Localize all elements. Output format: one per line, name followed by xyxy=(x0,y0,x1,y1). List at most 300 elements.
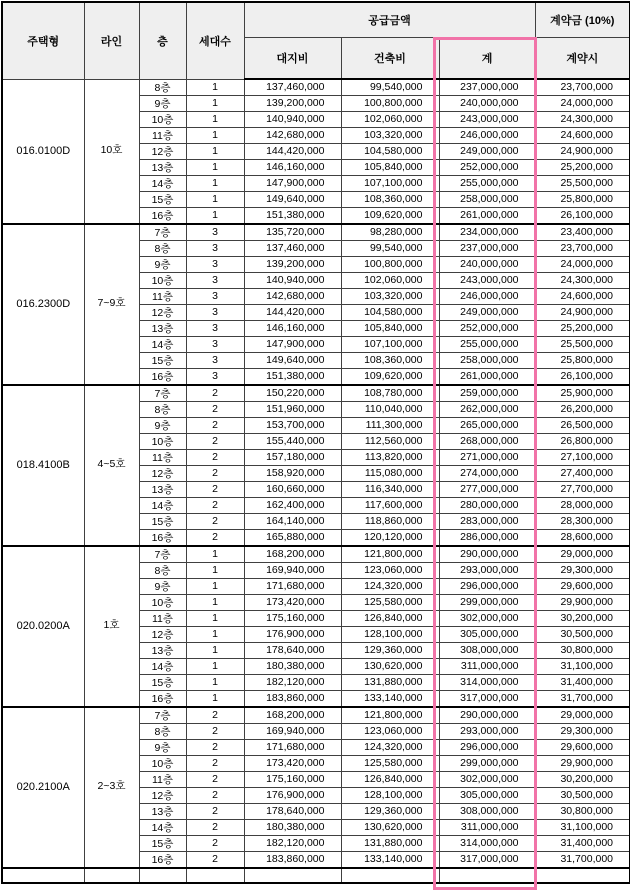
cell-construction-cost: 111,300,000 xyxy=(341,417,439,433)
cell-empty xyxy=(439,868,535,884)
cell-floor: 15층 xyxy=(139,513,186,529)
cell-floor: 8층 xyxy=(139,562,186,578)
cell-total: 271,000,000 xyxy=(439,449,535,465)
cell-contract-payment: 26,100,000 xyxy=(535,207,630,224)
cell-construction-cost: 113,820,000 xyxy=(341,449,439,465)
cell-total: 293,000,000 xyxy=(439,723,535,739)
cell-contract-payment: 31,100,000 xyxy=(535,658,630,674)
cell-land-cost: 162,400,000 xyxy=(244,497,341,513)
cell-floor: 10층 xyxy=(139,433,186,449)
cell-total: 308,000,000 xyxy=(439,803,535,819)
cell-households: 1 xyxy=(186,159,244,175)
cell-contract-payment: 25,200,000 xyxy=(535,320,630,336)
cell-land-cost: 144,420,000 xyxy=(244,304,341,320)
cell-total: 252,000,000 xyxy=(439,320,535,336)
cell-land-cost: 155,440,000 xyxy=(244,433,341,449)
cell-floor: 12층 xyxy=(139,465,186,481)
cell-households: 1 xyxy=(186,127,244,143)
cell-households: 2 xyxy=(186,723,244,739)
cell-contract-payment: 30,200,000 xyxy=(535,771,630,787)
cell-households: 2 xyxy=(186,787,244,803)
cell-empty xyxy=(84,868,139,884)
cell-households: 1 xyxy=(186,562,244,578)
cell-households: 1 xyxy=(186,546,244,563)
cell-households: 2 xyxy=(186,529,244,546)
cell-land-cost: 180,380,000 xyxy=(244,658,341,674)
cell-floor: 10층 xyxy=(139,272,186,288)
cell-floor: 14층 xyxy=(139,175,186,191)
cell-floor: 9층 xyxy=(139,739,186,755)
cell-floor: 15층 xyxy=(139,191,186,207)
cell-total: 255,000,000 xyxy=(439,175,535,191)
cell-land-cost: 182,120,000 xyxy=(244,835,341,851)
cell-contract-payment: 28,300,000 xyxy=(535,513,630,529)
cell-contract-payment: 25,900,000 xyxy=(535,385,630,402)
cell-construction-cost: 105,840,000 xyxy=(341,159,439,175)
cell-construction-cost: 124,320,000 xyxy=(341,578,439,594)
cell-contract-payment: 29,000,000 xyxy=(535,707,630,724)
cell-construction-cost: 121,800,000 xyxy=(341,707,439,724)
cell-households: 1 xyxy=(186,690,244,707)
cell-households: 2 xyxy=(186,851,244,868)
table-header xyxy=(2,2,630,79)
cell-contract-payment: 23,700,000 xyxy=(535,79,630,95)
cell-households: 2 xyxy=(186,771,244,787)
cell-households: 3 xyxy=(186,336,244,352)
cell-total: 308,000,000 xyxy=(439,642,535,658)
cell-land-cost: 149,640,000 xyxy=(244,352,341,368)
cell-households: 2 xyxy=(186,433,244,449)
cell-land-cost: 146,160,000 xyxy=(244,159,341,175)
cell-households: 1 xyxy=(186,594,244,610)
cell-floor: 7층 xyxy=(139,385,186,402)
cell-households: 2 xyxy=(186,465,244,481)
cell-floor: 13층 xyxy=(139,320,186,336)
cell-contract-payment: 29,900,000 xyxy=(535,755,630,771)
cell-construction-cost: 104,580,000 xyxy=(341,143,439,159)
cell-contract-payment: 23,700,000 xyxy=(535,240,630,256)
cell-total: 290,000,000 xyxy=(439,707,535,724)
cell-total: 314,000,000 xyxy=(439,835,535,851)
cell-total: 317,000,000 xyxy=(439,690,535,707)
cell-floor: 10층 xyxy=(139,755,186,771)
cell-construction-cost: 103,320,000 xyxy=(341,288,439,304)
cell-land-cost: 160,660,000 xyxy=(244,481,341,497)
cell-construction-cost: 108,360,000 xyxy=(341,352,439,368)
cell-line: 7~9호 xyxy=(84,224,139,385)
cell-contract-payment: 24,600,000 xyxy=(535,127,630,143)
cell-floor: 9층 xyxy=(139,578,186,594)
cell-construction-cost: 117,600,000 xyxy=(341,497,439,513)
cell-households: 3 xyxy=(186,320,244,336)
cell-contract-payment: 29,600,000 xyxy=(535,578,630,594)
cell-construction-cost: 116,340,000 xyxy=(341,481,439,497)
cell-land-cost: 173,420,000 xyxy=(244,594,341,610)
cell-construction-cost: 102,060,000 xyxy=(341,272,439,288)
cell-floor: 14층 xyxy=(139,658,186,674)
cell-land-cost: 140,940,000 xyxy=(244,111,341,127)
cell-floor: 14층 xyxy=(139,497,186,513)
cell-total: 302,000,000 xyxy=(439,771,535,787)
cell-contract-payment: 26,100,000 xyxy=(535,368,630,385)
cell-construction-cost: 98,280,000 xyxy=(341,224,439,241)
col-header-households: 세대수 xyxy=(186,2,244,79)
cell-floor: 12층 xyxy=(139,626,186,642)
cell-households: 2 xyxy=(186,385,244,402)
cell-contract-payment: 25,500,000 xyxy=(535,336,630,352)
cell-land-cost: 149,640,000 xyxy=(244,191,341,207)
cell-total: 311,000,000 xyxy=(439,819,535,835)
cell-floor: 8층 xyxy=(139,723,186,739)
cell-total: 314,000,000 xyxy=(439,674,535,690)
cell-empty xyxy=(244,868,341,884)
cell-construction-cost: 123,060,000 xyxy=(341,562,439,578)
cell-contract-payment: 23,400,000 xyxy=(535,224,630,241)
cell-total: 255,000,000 xyxy=(439,336,535,352)
cell-land-cost: 178,640,000 xyxy=(244,642,341,658)
cell-construction-cost: 115,080,000 xyxy=(341,465,439,481)
cell-households: 3 xyxy=(186,288,244,304)
cell-land-cost: 157,180,000 xyxy=(244,449,341,465)
cell-floor: 13층 xyxy=(139,159,186,175)
cell-construction-cost: 104,580,000 xyxy=(341,304,439,320)
table-row xyxy=(2,385,630,402)
cell-contract-payment: 30,200,000 xyxy=(535,610,630,626)
cell-land-cost: 176,900,000 xyxy=(244,787,341,803)
cell-contract-payment: 25,500,000 xyxy=(535,175,630,191)
cell-floor: 7층 xyxy=(139,707,186,724)
cell-empty xyxy=(341,868,439,884)
cell-contract-payment: 26,800,000 xyxy=(535,433,630,449)
cell-land-cost: 168,200,000 xyxy=(244,546,341,563)
cell-construction-cost: 112,560,000 xyxy=(341,433,439,449)
cell-contract-payment: 30,500,000 xyxy=(535,787,630,803)
cell-empty xyxy=(139,868,186,884)
cell-land-cost: 153,700,000 xyxy=(244,417,341,433)
cell-housing-type: 016.0100D xyxy=(2,79,84,224)
cell-total: 258,000,000 xyxy=(439,191,535,207)
price-table xyxy=(1,1,630,884)
cell-total: 305,000,000 xyxy=(439,787,535,803)
cell-households: 3 xyxy=(186,240,244,256)
cell-empty xyxy=(186,868,244,884)
cell-construction-cost: 103,320,000 xyxy=(341,127,439,143)
cell-households: 1 xyxy=(186,578,244,594)
cell-total: 258,000,000 xyxy=(439,352,535,368)
cell-contract-payment: 27,100,000 xyxy=(535,449,630,465)
cell-floor: 13층 xyxy=(139,803,186,819)
cell-land-cost: 176,900,000 xyxy=(244,626,341,642)
table-row xyxy=(2,546,630,563)
cell-contract-payment: 24,600,000 xyxy=(535,288,630,304)
cell-floor: 9층 xyxy=(139,95,186,111)
cell-contract-payment: 31,400,000 xyxy=(535,835,630,851)
cell-contract-payment: 30,800,000 xyxy=(535,803,630,819)
cell-households: 1 xyxy=(186,95,244,111)
cell-floor: 16층 xyxy=(139,851,186,868)
col-header-line: 라인 xyxy=(84,2,139,79)
cell-floor: 14층 xyxy=(139,819,186,835)
col-header-supply-amount: 공급금액 xyxy=(244,2,535,37)
cell-contract-payment: 29,900,000 xyxy=(535,594,630,610)
cell-floor: 7층 xyxy=(139,546,186,563)
cell-households: 2 xyxy=(186,755,244,771)
cell-floor: 13층 xyxy=(139,481,186,497)
cell-land-cost: 183,860,000 xyxy=(244,690,341,707)
cell-contract-payment: 29,000,000 xyxy=(535,546,630,563)
cell-contract-payment: 24,300,000 xyxy=(535,272,630,288)
cell-contract-payment: 28,600,000 xyxy=(535,529,630,546)
cell-land-cost: 139,200,000 xyxy=(244,256,341,272)
col-header-land-cost: 대지비 xyxy=(244,37,341,79)
cell-households: 2 xyxy=(186,481,244,497)
cell-construction-cost: 129,360,000 xyxy=(341,642,439,658)
cell-construction-cost: 128,100,000 xyxy=(341,787,439,803)
cell-total: 261,000,000 xyxy=(439,368,535,385)
cell-households: 3 xyxy=(186,272,244,288)
cell-floor: 16층 xyxy=(139,529,186,546)
cell-floor: 15층 xyxy=(139,674,186,690)
cell-households: 1 xyxy=(186,79,244,95)
cell-floor: 11층 xyxy=(139,771,186,787)
cell-land-cost: 165,880,000 xyxy=(244,529,341,546)
cell-households: 1 xyxy=(186,658,244,674)
cell-construction-cost: 102,060,000 xyxy=(341,111,439,127)
cell-households: 2 xyxy=(186,739,244,755)
cell-empty xyxy=(2,868,84,884)
cell-households: 3 xyxy=(186,256,244,272)
cell-construction-cost: 125,580,000 xyxy=(341,594,439,610)
cell-land-cost: 171,680,000 xyxy=(244,578,341,594)
cell-land-cost: 135,720,000 xyxy=(244,224,341,241)
cell-construction-cost: 126,840,000 xyxy=(341,771,439,787)
col-header-floor: 층 xyxy=(139,2,186,79)
cell-total: 234,000,000 xyxy=(439,224,535,241)
cell-floor: 16층 xyxy=(139,368,186,385)
cell-floor: 12층 xyxy=(139,143,186,159)
cell-total: 274,000,000 xyxy=(439,465,535,481)
cell-floor: 7층 xyxy=(139,224,186,241)
cell-land-cost: 137,460,000 xyxy=(244,240,341,256)
cell-total: 311,000,000 xyxy=(439,658,535,674)
cell-housing-type: 018.4100B xyxy=(2,385,84,546)
cell-construction-cost: 125,580,000 xyxy=(341,755,439,771)
cell-contract-payment: 28,000,000 xyxy=(535,497,630,513)
cell-total: 299,000,000 xyxy=(439,594,535,610)
cell-total: 261,000,000 xyxy=(439,207,535,224)
cell-total: 237,000,000 xyxy=(439,79,535,95)
cell-contract-payment: 27,400,000 xyxy=(535,465,630,481)
cell-construction-cost: 133,140,000 xyxy=(341,690,439,707)
cell-contract-payment: 30,500,000 xyxy=(535,626,630,642)
cell-construction-cost: 107,100,000 xyxy=(341,336,439,352)
cell-contract-payment: 24,000,000 xyxy=(535,95,630,111)
cell-housing-type: 020.2100A xyxy=(2,707,84,868)
cell-households: 1 xyxy=(186,143,244,159)
cell-households: 1 xyxy=(186,642,244,658)
cell-land-cost: 137,460,000 xyxy=(244,79,341,95)
cell-households: 2 xyxy=(186,707,244,724)
cell-contract-payment: 25,800,000 xyxy=(535,191,630,207)
cell-households: 1 xyxy=(186,111,244,127)
cell-construction-cost: 108,780,000 xyxy=(341,385,439,402)
cell-line: 10호 xyxy=(84,79,139,224)
cell-total: 290,000,000 xyxy=(439,546,535,563)
cell-floor: 10층 xyxy=(139,594,186,610)
cell-empty xyxy=(535,868,630,884)
cell-households: 2 xyxy=(186,401,244,417)
cell-total: 249,000,000 xyxy=(439,143,535,159)
cell-contract-payment: 26,500,000 xyxy=(535,417,630,433)
cell-households: 3 xyxy=(186,224,244,241)
cell-total: 262,000,000 xyxy=(439,401,535,417)
cell-construction-cost: 109,620,000 xyxy=(341,368,439,385)
cell-contract-payment: 31,400,000 xyxy=(535,674,630,690)
cell-construction-cost: 130,620,000 xyxy=(341,658,439,674)
cell-total: 268,000,000 xyxy=(439,433,535,449)
cell-land-cost: 142,680,000 xyxy=(244,127,341,143)
cell-floor: 9층 xyxy=(139,256,186,272)
cell-total: 240,000,000 xyxy=(439,256,535,272)
cell-construction-cost: 100,800,000 xyxy=(341,256,439,272)
cell-total: 246,000,000 xyxy=(439,288,535,304)
cell-total: 296,000,000 xyxy=(439,739,535,755)
cell-total: 286,000,000 xyxy=(439,529,535,546)
cell-total: 252,000,000 xyxy=(439,159,535,175)
cell-total: 259,000,000 xyxy=(439,385,535,402)
cell-floor: 10층 xyxy=(139,111,186,127)
cell-contract-payment: 31,100,000 xyxy=(535,819,630,835)
cell-construction-cost: 126,840,000 xyxy=(341,610,439,626)
cell-households: 1 xyxy=(186,610,244,626)
cell-total: 249,000,000 xyxy=(439,304,535,320)
cell-land-cost: 142,680,000 xyxy=(244,288,341,304)
cell-total: 283,000,000 xyxy=(439,513,535,529)
cell-floor: 13층 xyxy=(139,642,186,658)
cell-floor: 9층 xyxy=(139,417,186,433)
cell-land-cost: 140,940,000 xyxy=(244,272,341,288)
cell-contract-payment: 25,800,000 xyxy=(535,352,630,368)
cell-land-cost: 150,220,000 xyxy=(244,385,341,402)
cell-construction-cost: 99,540,000 xyxy=(341,240,439,256)
cell-total: 317,000,000 xyxy=(439,851,535,868)
cell-floor: 16층 xyxy=(139,690,186,707)
cell-households: 1 xyxy=(186,207,244,224)
cell-land-cost: 144,420,000 xyxy=(244,143,341,159)
cell-construction-cost: 130,620,000 xyxy=(341,819,439,835)
cell-total: 296,000,000 xyxy=(439,578,535,594)
table-row xyxy=(2,224,630,241)
cell-households: 1 xyxy=(186,191,244,207)
cell-land-cost: 139,200,000 xyxy=(244,95,341,111)
cell-total: 305,000,000 xyxy=(439,626,535,642)
col-header-housing-type: 주택형 xyxy=(2,2,84,79)
cell-contract-payment: 27,700,000 xyxy=(535,481,630,497)
cell-households: 3 xyxy=(186,368,244,385)
cell-contract-payment: 30,800,000 xyxy=(535,642,630,658)
cell-contract-payment: 24,900,000 xyxy=(535,304,630,320)
cell-contract-payment: 31,700,000 xyxy=(535,851,630,868)
cell-contract-payment: 24,900,000 xyxy=(535,143,630,159)
cell-line: 4~5호 xyxy=(84,385,139,546)
table-body xyxy=(2,79,630,883)
cell-contract-payment: 24,300,000 xyxy=(535,111,630,127)
cell-land-cost: 164,140,000 xyxy=(244,513,341,529)
cell-households: 2 xyxy=(186,803,244,819)
cell-contract-payment: 29,300,000 xyxy=(535,562,630,578)
cell-floor: 12층 xyxy=(139,787,186,803)
col-header-construction-cost: 건축비 xyxy=(341,37,439,79)
cell-land-cost: 151,380,000 xyxy=(244,207,341,224)
cell-households: 2 xyxy=(186,513,244,529)
cell-total: 265,000,000 xyxy=(439,417,535,433)
cell-total: 299,000,000 xyxy=(439,755,535,771)
cell-floor: 14층 xyxy=(139,336,186,352)
cell-land-cost: 180,380,000 xyxy=(244,819,341,835)
cell-land-cost: 171,680,000 xyxy=(244,739,341,755)
cell-construction-cost: 108,360,000 xyxy=(341,191,439,207)
cell-floor: 11층 xyxy=(139,288,186,304)
cell-floor: 11층 xyxy=(139,127,186,143)
table-row xyxy=(2,79,630,95)
cell-land-cost: 183,860,000 xyxy=(244,851,341,868)
cell-land-cost: 147,900,000 xyxy=(244,175,341,191)
cell-total: 237,000,000 xyxy=(439,240,535,256)
cell-construction-cost: 131,880,000 xyxy=(341,835,439,851)
cell-contract-payment: 31,700,000 xyxy=(535,690,630,707)
cell-construction-cost: 100,800,000 xyxy=(341,95,439,111)
cell-land-cost: 178,640,000 xyxy=(244,803,341,819)
col-header-down-payment: 계약금 (10%) xyxy=(535,2,630,37)
cell-land-cost: 169,940,000 xyxy=(244,723,341,739)
cell-floor: 8층 xyxy=(139,240,186,256)
cell-land-cost: 151,380,000 xyxy=(244,368,341,385)
cell-contract-payment: 29,600,000 xyxy=(535,739,630,755)
cell-construction-cost: 105,840,000 xyxy=(341,320,439,336)
cell-contract-payment: 24,000,000 xyxy=(535,256,630,272)
cell-floor: 15층 xyxy=(139,835,186,851)
cell-line: 2~3호 xyxy=(84,707,139,868)
cell-land-cost: 158,920,000 xyxy=(244,465,341,481)
cell-line: 1호 xyxy=(84,546,139,707)
cell-households: 1 xyxy=(186,175,244,191)
cell-land-cost: 147,900,000 xyxy=(244,336,341,352)
cell-land-cost: 151,960,000 xyxy=(244,401,341,417)
cell-total: 302,000,000 xyxy=(439,610,535,626)
cell-construction-cost: 120,120,000 xyxy=(341,529,439,546)
col-header-total: 계 xyxy=(439,37,535,79)
cell-total: 280,000,000 xyxy=(439,497,535,513)
cell-contract-payment: 29,300,000 xyxy=(535,723,630,739)
cell-construction-cost: 131,880,000 xyxy=(341,674,439,690)
cell-households: 2 xyxy=(186,819,244,835)
col-header-at-contract: 계약시 xyxy=(535,37,630,79)
cell-floor: 11층 xyxy=(139,610,186,626)
cell-households: 2 xyxy=(186,497,244,513)
cell-construction-cost: 109,620,000 xyxy=(341,207,439,224)
cell-land-cost: 146,160,000 xyxy=(244,320,341,336)
table-row-partial xyxy=(2,868,630,884)
cell-construction-cost: 133,140,000 xyxy=(341,851,439,868)
cell-construction-cost: 123,060,000 xyxy=(341,723,439,739)
cell-construction-cost: 99,540,000 xyxy=(341,79,439,95)
cell-construction-cost: 107,100,000 xyxy=(341,175,439,191)
cell-floor: 8층 xyxy=(139,401,186,417)
cell-households: 3 xyxy=(186,352,244,368)
cell-contract-payment: 25,200,000 xyxy=(535,159,630,175)
cell-housing-type: 016.2300D xyxy=(2,224,84,385)
cell-construction-cost: 124,320,000 xyxy=(341,739,439,755)
